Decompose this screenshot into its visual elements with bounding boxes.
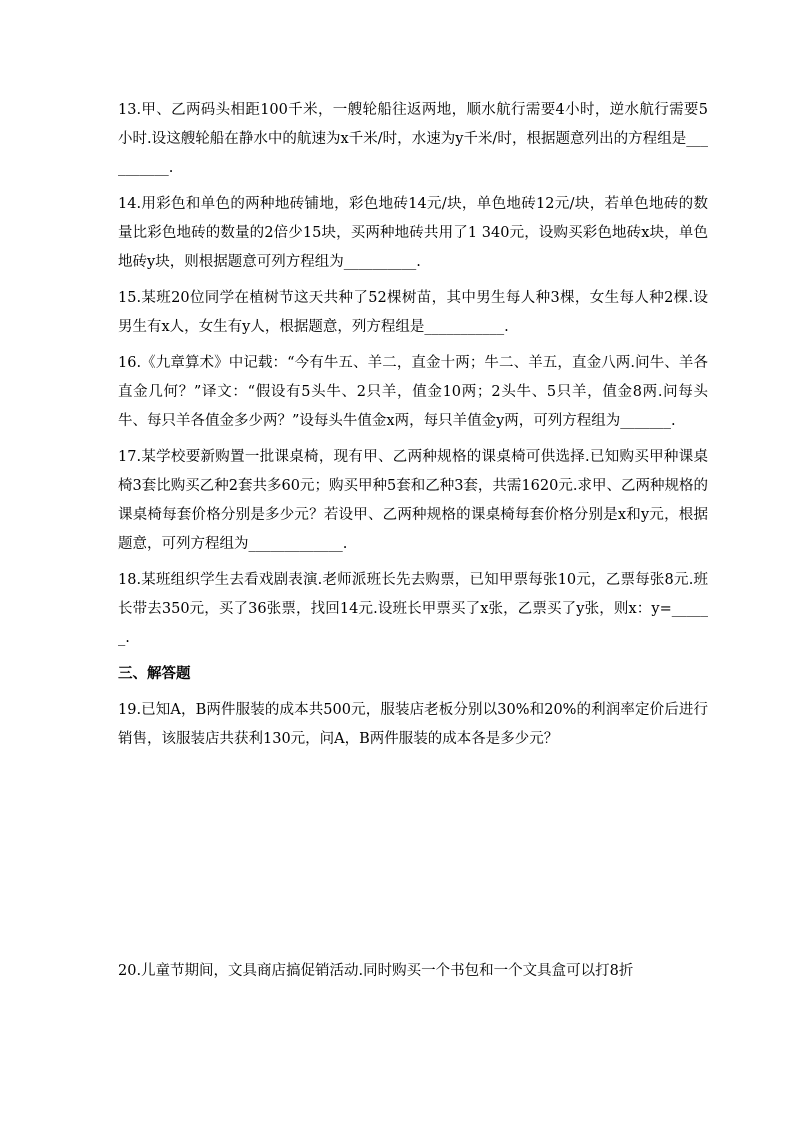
question-16: 16.《九章算术》中记载：“今有牛五、羊二，直金十两；牛二、羊五，直金八两.问牛、羊各直金几何？”译文：“假设有5头牛、2只羊，值金10两；2头牛、5只羊，值金8两.问每头牛、每只羊各值金多少两？”设每头牛值金x两，每只羊值金y两，可列方程组为_______.: [118, 355, 708, 429]
question-15: 15.某班20位同学在植树节这天共种了52棵树苗，其中男生每人种3棵，女生每人种2棵.设男生有x人，女生有y人，根据题意，列方程组是___________.: [118, 290, 708, 335]
question-19: 19.已知A，B两件服装的成本共500元，服装店老板分别以30%和20%的利润率定价后进行销售，该服装店共获利130元，问A，B两件服装的成本各是多少元？: [118, 702, 708, 747]
answer-space: [118, 761, 708, 957]
question-14: 14.用彩色和单色的两种地砖铺地，彩色地砖14元/块，单色地砖12元/块，若单色地砖的数量比彩色地砖的数量的2倍少15块，买两种地砖共用了1 340元，设购买彩色地砖x块，单色地砖y块，则根据题意可列方程组为__________.: [118, 196, 708, 270]
question-13: 13.甲、乙两码头相距100千米，一艘轮船往返两地，顺水航行需要4小时，逆水航行需要5小时.设这艘轮船在静水中的航速为x千米/时，水速为y千米/时，根据题意列出的方程组是__________.: [118, 102, 708, 176]
exam-page: [118, 96, 708, 993]
section-heading-answer-questions: 三、解答题: [118, 666, 191, 682]
question-20: 20.儿童节期间，文具商店搞促销活动.同时购买一个书包和一个文具盒可以打8折: [118, 963, 634, 979]
question-18: 18.某班组织学生去看戏剧表演.老师派班长先去购票，已知甲票每张10元，乙票每张8元.班长带去350元，买了36张票，找回14元.设班长甲票买了x张，乙票买了y张，则x：y=______.: [118, 572, 708, 646]
question-17: 17.某学校要新购置一批课桌椅，现有甲、乙两种规格的课桌椅可供选择.已知购买甲种课桌椅3套比购买乙种2套共多60元；购买甲种5套和乙种3套，共需1620元.求甲、乙两种规格的课桌椅每套价格分别是多少元？若设甲、乙两种规格的课桌椅每套价格分别是x和y元，根据题意，可列方程组为_____________.: [118, 449, 708, 552]
